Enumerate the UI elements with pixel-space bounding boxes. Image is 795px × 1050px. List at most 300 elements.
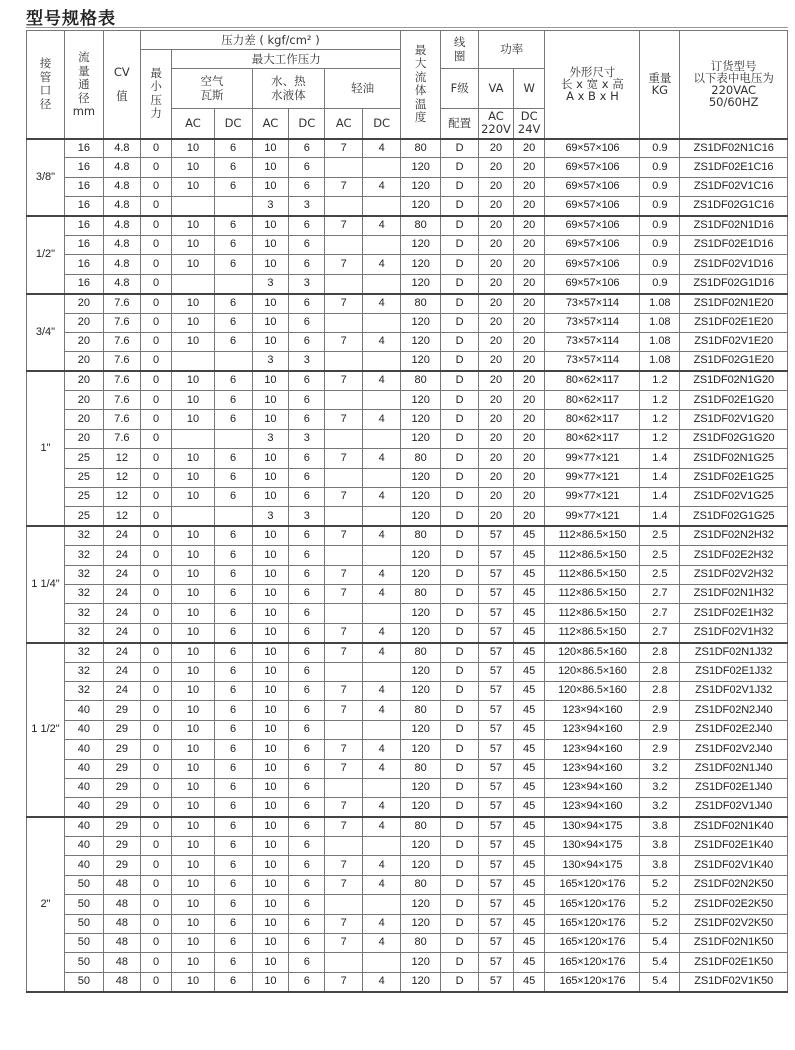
max-temp-cell: 120	[401, 681, 441, 700]
max-temp-cell: 120	[401, 158, 441, 177]
cv-cell: 29	[103, 856, 140, 875]
coil-config-cell: D	[441, 177, 479, 196]
power-va-cell: 57	[479, 972, 514, 991]
power-w-cell: 45	[513, 953, 545, 972]
dimensions-cell: 112×86.5×150	[545, 526, 640, 545]
coil-config-cell: D	[441, 856, 479, 875]
weight-cell: 0.9	[640, 216, 680, 235]
oil-ac-cell	[325, 274, 363, 293]
air-ac-cell: 10	[172, 759, 214, 778]
cv-cell: 12	[103, 468, 140, 487]
weight-cell: 3.8	[640, 856, 680, 875]
water-ac-cell: 10	[252, 604, 289, 623]
weight-cell: 3.8	[640, 837, 680, 856]
header-flow-diameter	[64, 31, 103, 139]
min-pressure-cell: 0	[140, 468, 172, 487]
table-row	[27, 313, 788, 332]
order-model-cell: ZS1DF02E2H32	[680, 546, 788, 565]
power-w-cell: 45	[513, 934, 545, 953]
oil-dc-cell	[363, 274, 401, 293]
oil-dc-cell: 4	[363, 332, 401, 351]
air-ac-cell: 10	[172, 371, 214, 390]
oil-dc-cell	[363, 235, 401, 254]
power-w-cell: 45	[513, 565, 545, 584]
coil-config-cell: D	[441, 468, 479, 487]
oil-dc-cell: 4	[363, 526, 401, 545]
max-temp-cell: 80	[401, 584, 441, 603]
flow-diameter-cell: 20	[64, 391, 103, 410]
air-ac-cell: 10	[172, 701, 214, 720]
flow-diameter-cell: 40	[64, 720, 103, 739]
air-ac-cell: 10	[172, 526, 214, 545]
coil-config-cell: D	[441, 274, 479, 293]
flow-diameter-cell: 16	[64, 158, 103, 177]
power-w-cell: 45	[513, 681, 545, 700]
header-min-pressure	[140, 50, 172, 139]
min-pressure-cell: 0	[140, 643, 172, 662]
order-model-cell: ZS1DF02G1G25	[680, 507, 788, 526]
air-ac-cell: 10	[172, 332, 214, 351]
header-order-sub1: 以下表中电压为	[693, 71, 774, 86]
water-dc-cell: 6	[289, 604, 325, 623]
table-row	[27, 197, 788, 216]
header-flow-label: 流 量 通 径	[78, 50, 90, 105]
cv-cell: 29	[103, 778, 140, 797]
water-ac-cell: 10	[252, 216, 289, 235]
water-ac-cell: 10	[252, 488, 289, 507]
water-dc-cell: 6	[289, 371, 325, 390]
cv-cell: 24	[103, 546, 140, 565]
air-ac-cell: 10	[172, 972, 214, 991]
weight-cell: 1.4	[640, 468, 680, 487]
oil-ac-cell: 7	[325, 565, 363, 584]
min-pressure-cell: 0	[140, 662, 172, 681]
flow-diameter-cell: 50	[64, 972, 103, 991]
weight-cell: 2.9	[640, 740, 680, 759]
air-dc-cell: 6	[214, 798, 252, 817]
power-va-cell: 57	[479, 934, 514, 953]
power-w-cell: 45	[513, 584, 545, 603]
water-ac-cell: 10	[252, 778, 289, 797]
air-ac-cell: 10	[172, 914, 214, 933]
cv-cell: 4.8	[103, 274, 140, 293]
coil-config-cell: D	[441, 604, 479, 623]
oil-ac-cell	[325, 391, 363, 410]
power-w-cell: 20	[513, 235, 545, 254]
water-ac-cell: 10	[252, 313, 289, 332]
order-model-cell: ZS1DF02V1G25	[680, 488, 788, 507]
order-model-cell: ZS1DF02G1D16	[680, 274, 788, 293]
order-model-cell: ZS1DF02V1C16	[680, 177, 788, 196]
coil-config-cell: D	[441, 197, 479, 216]
water-ac-cell: 10	[252, 584, 289, 603]
air-dc-cell: 6	[214, 255, 252, 274]
water-dc-cell: 6	[289, 449, 325, 468]
water-dc-cell: 6	[289, 294, 325, 313]
oil-ac-cell	[325, 235, 363, 254]
weight-cell: 1.08	[640, 294, 680, 313]
table-row	[27, 158, 788, 177]
coil-config-cell: D	[441, 798, 479, 817]
header-dimensions	[545, 31, 640, 139]
min-pressure-cell: 0	[140, 778, 172, 797]
water-ac-cell: 10	[252, 798, 289, 817]
oil-ac-cell	[325, 837, 363, 856]
air-dc-cell: 6	[214, 139, 252, 158]
header-w: W	[513, 69, 545, 109]
order-model-cell: ZS1DF02G1C16	[680, 197, 788, 216]
dimensions-cell: 80×62×117	[545, 371, 640, 390]
min-pressure-cell: 0	[140, 429, 172, 448]
max-temp-cell: 80	[401, 139, 441, 158]
header-max-temp	[401, 31, 441, 139]
water-ac-cell: 10	[252, 332, 289, 351]
header-pipe-size	[27, 31, 65, 139]
weight-cell: 2.8	[640, 643, 680, 662]
weight-cell: 2.9	[640, 720, 680, 739]
max-temp-cell: 120	[401, 798, 441, 817]
oil-dc-cell	[363, 391, 401, 410]
weight-cell: 1.2	[640, 391, 680, 410]
min-pressure-cell: 0	[140, 449, 172, 468]
air-dc-cell: 6	[214, 449, 252, 468]
order-model-cell: ZS1DF02N2J40	[680, 701, 788, 720]
header-weight	[640, 31, 680, 139]
header-order-model	[680, 31, 788, 139]
coil-config-cell: D	[441, 778, 479, 797]
flow-diameter-cell: 32	[64, 681, 103, 700]
power-va-cell: 20	[479, 332, 514, 351]
power-va-cell: 20	[479, 235, 514, 254]
water-dc-cell: 6	[289, 488, 325, 507]
order-model-cell: ZS1DF02N1E20	[680, 294, 788, 313]
air-dc-cell: 6	[214, 294, 252, 313]
weight-cell: 5.4	[640, 934, 680, 953]
dimensions-cell: 130×94×175	[545, 817, 640, 836]
oil-ac-cell: 7	[325, 623, 363, 642]
dimensions-cell: 130×94×175	[545, 856, 640, 875]
order-model-cell: ZS1DF02V2J40	[680, 740, 788, 759]
order-model-cell: ZS1DF02V1K40	[680, 856, 788, 875]
cv-cell: 24	[103, 584, 140, 603]
water-ac-cell: 10	[252, 720, 289, 739]
weight-cell: 2.8	[640, 681, 680, 700]
flow-diameter-cell: 25	[64, 488, 103, 507]
water-dc-cell: 6	[289, 235, 325, 254]
header-dc24-label: DC 24V	[517, 108, 541, 137]
power-w-cell: 20	[513, 507, 545, 526]
max-temp-cell: 80	[401, 875, 441, 894]
power-va-cell: 20	[479, 449, 514, 468]
max-temp-cell: 120	[401, 953, 441, 972]
cv-cell: 24	[103, 565, 140, 584]
dimensions-cell: 80×62×117	[545, 391, 640, 410]
power-w-cell: 45	[513, 643, 545, 662]
min-pressure-cell: 0	[140, 294, 172, 313]
dimensions-cell: 69×57×106	[545, 235, 640, 254]
max-temp-cell: 120	[401, 972, 441, 991]
power-w-cell: 20	[513, 294, 545, 313]
power-va-cell: 20	[479, 488, 514, 507]
water-ac-cell: 10	[252, 294, 289, 313]
weight-cell: 0.9	[640, 139, 680, 158]
flow-diameter-cell: 16	[64, 235, 103, 254]
cv-cell: 29	[103, 701, 140, 720]
oil-dc-cell: 4	[363, 177, 401, 196]
water-ac-cell: 3	[252, 197, 289, 216]
header-min-pressure-label: 最 小 压 力	[150, 65, 162, 121]
max-temp-cell: 120	[401, 662, 441, 681]
header-dc24	[513, 109, 545, 139]
min-pressure-cell: 0	[140, 139, 172, 158]
power-va-cell: 20	[479, 352, 514, 371]
oil-ac-cell: 7	[325, 798, 363, 817]
oil-ac-cell: 7	[325, 371, 363, 390]
dimensions-cell: 80×62×117	[545, 429, 640, 448]
oil-dc-cell	[363, 778, 401, 797]
header-water-ac: AC	[252, 109, 289, 139]
table-row	[27, 681, 788, 700]
max-temp-cell: 80	[401, 934, 441, 953]
coil-config-cell: D	[441, 332, 479, 351]
flow-diameter-cell: 16	[64, 274, 103, 293]
table-row	[27, 371, 788, 390]
max-temp-cell: 80	[401, 643, 441, 662]
power-va-cell: 57	[479, 856, 514, 875]
power-va-cell: 57	[479, 817, 514, 836]
power-va-cell: 57	[479, 798, 514, 817]
water-ac-cell: 10	[252, 875, 289, 894]
power-w-cell: 20	[513, 216, 545, 235]
oil-ac-cell: 7	[325, 294, 363, 313]
flow-diameter-cell: 20	[64, 410, 103, 429]
oil-dc-cell: 4	[363, 410, 401, 429]
flow-diameter-cell: 50	[64, 914, 103, 933]
order-model-cell: ZS1DF02G1E20	[680, 352, 788, 371]
air-dc-cell: 6	[214, 972, 252, 991]
dimensions-cell: 165×120×176	[545, 895, 640, 914]
order-model-cell: ZS1DF02N1C16	[680, 139, 788, 158]
weight-cell: 1.2	[640, 410, 680, 429]
cv-cell: 4.8	[103, 139, 140, 158]
oil-ac-cell	[325, 546, 363, 565]
weight-cell: 0.9	[640, 274, 680, 293]
weight-cell: 2.5	[640, 526, 680, 545]
oil-dc-cell	[363, 468, 401, 487]
oil-dc-cell: 4	[363, 740, 401, 759]
weight-cell: 2.5	[640, 565, 680, 584]
cv-cell: 24	[103, 681, 140, 700]
order-model-cell: ZS1DF02V1J32	[680, 681, 788, 700]
flow-diameter-cell: 16	[64, 197, 103, 216]
max-temp-cell: 120	[401, 177, 441, 196]
oil-ac-cell	[325, 720, 363, 739]
air-ac-cell: 10	[172, 565, 214, 584]
air-ac-cell: 10	[172, 934, 214, 953]
air-ac-cell: 10	[172, 817, 214, 836]
flow-diameter-cell: 40	[64, 778, 103, 797]
water-dc-cell: 6	[289, 565, 325, 584]
oil-ac-cell	[325, 429, 363, 448]
order-model-cell: ZS1DF02E2K50	[680, 895, 788, 914]
power-w-cell: 20	[513, 139, 545, 158]
water-ac-cell: 10	[252, 235, 289, 254]
table-row	[27, 759, 788, 778]
water-ac-cell: 10	[252, 546, 289, 565]
flow-diameter-cell: 50	[64, 895, 103, 914]
water-dc-cell: 3	[289, 197, 325, 216]
table-row	[27, 488, 788, 507]
oil-dc-cell: 4	[363, 759, 401, 778]
power-va-cell: 20	[479, 468, 514, 487]
air-ac-cell: 10	[172, 604, 214, 623]
dimensions-cell: 69×57×106	[545, 216, 640, 235]
flow-diameter-cell: 20	[64, 371, 103, 390]
cv-cell: 4.8	[103, 255, 140, 274]
air-ac-cell: 10	[172, 391, 214, 410]
table-row	[27, 468, 788, 487]
min-pressure-cell: 0	[140, 895, 172, 914]
oil-dc-cell: 4	[363, 139, 401, 158]
water-ac-cell: 3	[252, 352, 289, 371]
coil-config-cell: D	[441, 371, 479, 390]
table-row	[27, 565, 788, 584]
water-ac-cell: 10	[252, 526, 289, 545]
oil-ac-cell	[325, 507, 363, 526]
water-dc-cell: 6	[289, 216, 325, 235]
min-pressure-cell: 0	[140, 197, 172, 216]
flow-diameter-cell: 25	[64, 468, 103, 487]
table-row	[27, 216, 788, 235]
dimensions-cell: 69×57×106	[545, 255, 640, 274]
cv-cell: 12	[103, 507, 140, 526]
order-model-cell: ZS1DF02N1K40	[680, 817, 788, 836]
flow-diameter-cell: 50	[64, 934, 103, 953]
water-dc-cell: 6	[289, 934, 325, 953]
water-dc-cell: 3	[289, 352, 325, 371]
power-w-cell: 20	[513, 158, 545, 177]
weight-cell: 5.4	[640, 972, 680, 991]
flow-diameter-cell: 40	[64, 701, 103, 720]
flow-diameter-cell: 40	[64, 856, 103, 875]
weight-cell: 1.4	[640, 449, 680, 468]
dimensions-cell: 69×57×106	[545, 158, 640, 177]
water-ac-cell: 10	[252, 139, 289, 158]
oil-ac-cell	[325, 895, 363, 914]
water-ac-cell: 10	[252, 623, 289, 642]
air-dc-cell	[214, 507, 252, 526]
weight-cell: 5.2	[640, 895, 680, 914]
power-va-cell: 57	[479, 526, 514, 545]
coil-config-cell: D	[441, 817, 479, 836]
water-ac-cell: 10	[252, 701, 289, 720]
power-va-cell: 57	[479, 895, 514, 914]
oil-dc-cell: 4	[363, 972, 401, 991]
water-dc-cell: 6	[289, 177, 325, 196]
oil-dc-cell	[363, 720, 401, 739]
power-va-cell: 57	[479, 701, 514, 720]
order-model-cell: ZS1DF02V1D16	[680, 255, 788, 274]
header-dims-sub2: A x B x H	[566, 89, 619, 104]
weight-cell: 5.4	[640, 953, 680, 972]
oil-dc-cell: 4	[363, 216, 401, 235]
order-model-cell: ZS1DF02E1G25	[680, 468, 788, 487]
power-w-cell: 45	[513, 798, 545, 817]
header-coil-f: F级	[441, 69, 479, 109]
power-w-cell: 45	[513, 759, 545, 778]
flow-diameter-cell: 32	[64, 623, 103, 642]
table-row	[27, 139, 788, 158]
dimensions-cell: 69×57×106	[545, 177, 640, 196]
flow-diameter-cell: 20	[64, 429, 103, 448]
power-w-cell: 45	[513, 623, 545, 642]
min-pressure-cell: 0	[140, 158, 172, 177]
dimensions-cell: 120×86.5×160	[545, 681, 640, 700]
air-ac-cell: 10	[172, 294, 214, 313]
power-w-cell: 20	[513, 468, 545, 487]
table-row	[27, 875, 788, 894]
water-ac-cell: 10	[252, 468, 289, 487]
power-va-cell: 57	[479, 720, 514, 739]
max-temp-cell: 120	[401, 391, 441, 410]
flow-diameter-cell: 25	[64, 449, 103, 468]
water-ac-cell: 10	[252, 371, 289, 390]
air-ac-cell: 10	[172, 875, 214, 894]
header-coil-config: 配置	[441, 109, 479, 139]
water-dc-cell: 3	[289, 429, 325, 448]
oil-ac-cell	[325, 604, 363, 623]
header-ac220-label: AC 220V	[481, 108, 511, 137]
power-w-cell: 20	[513, 274, 545, 293]
oil-ac-cell: 7	[325, 177, 363, 196]
air-ac-cell: 10	[172, 313, 214, 332]
oil-ac-cell: 7	[325, 934, 363, 953]
power-va-cell: 20	[479, 429, 514, 448]
oil-dc-cell: 4	[363, 255, 401, 274]
weight-cell: 3.2	[640, 778, 680, 797]
water-ac-cell: 10	[252, 934, 289, 953]
flow-diameter-cell: 32	[64, 584, 103, 603]
min-pressure-cell: 0	[140, 565, 172, 584]
pipe-size-cell: 1/2"	[27, 216, 65, 294]
flow-diameter-cell: 40	[64, 740, 103, 759]
power-w-cell: 20	[513, 177, 545, 196]
cv-cell: 29	[103, 817, 140, 836]
table-row	[27, 895, 788, 914]
coil-config-cell: D	[441, 158, 479, 177]
power-w-cell: 45	[513, 837, 545, 856]
max-temp-cell: 120	[401, 914, 441, 933]
air-dc-cell: 6	[214, 371, 252, 390]
air-ac-cell: 10	[172, 837, 214, 856]
water-ac-cell: 10	[252, 410, 289, 429]
water-dc-cell: 3	[289, 274, 325, 293]
cv-cell: 24	[103, 643, 140, 662]
power-w-cell: 45	[513, 856, 545, 875]
water-dc-cell: 6	[289, 681, 325, 700]
power-w-cell: 20	[513, 255, 545, 274]
power-va-cell: 57	[479, 623, 514, 642]
table-row	[27, 701, 788, 720]
water-dc-cell: 6	[289, 701, 325, 720]
min-pressure-cell: 0	[140, 584, 172, 603]
dimensions-cell: 99×77×121	[545, 507, 640, 526]
min-pressure-cell: 0	[140, 934, 172, 953]
order-model-cell: ZS1DF02E1C16	[680, 158, 788, 177]
cv-cell: 4.8	[103, 177, 140, 196]
oil-ac-cell	[325, 778, 363, 797]
order-model-cell: ZS1DF02V1E20	[680, 332, 788, 351]
